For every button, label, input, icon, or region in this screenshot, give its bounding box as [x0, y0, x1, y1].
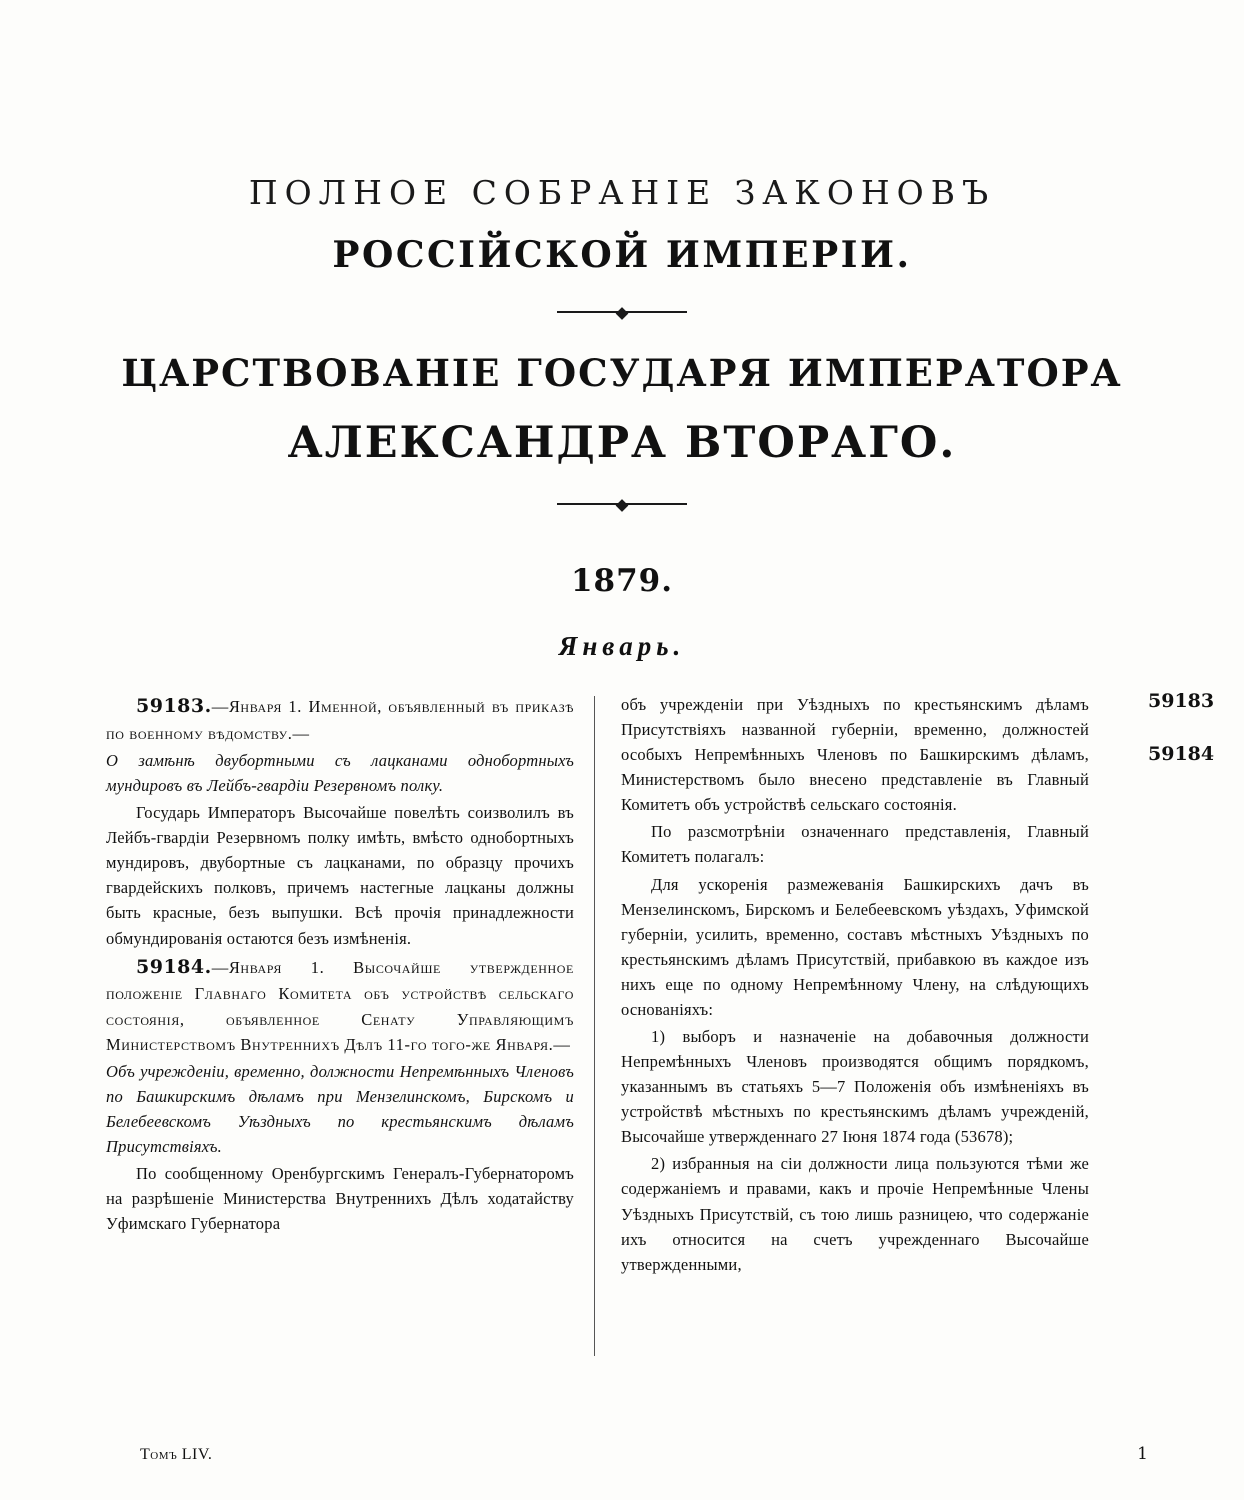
ornamental-divider-top — [557, 311, 687, 313]
right-paragraph-2: По разсмотрѣніи означеннаго представленія, Главный Комитетъ полагалъ: — [621, 822, 1089, 867]
right-list-item-2: 2) избранныя на сіи должности лица пользуются тѣми же содержаніемъ и правами, какъ и прочіе Непремѣнные Члены Уѣздныхъ Присутствій, съ тою лишь разницею, что содержаніе ихъ относится на счетъ учрежденнаго Высочайше утвержденными, — [621, 1154, 1089, 1274]
masthead — [0, 0, 1244, 662]
volume-label: Томъ LIV. — [140, 1446, 213, 1463]
right-continuation-paragraph: объ учрежденіи при Уѣздныхъ по крестьянскимъ дѣламъ Присутствіяхъ названной губерніи, временно, должностей особыхъ Непремѣнныхъ Членовъ по Башкирскимъ дѣламъ, Министерствомъ было внесено представленіе въ Главный Комитетъ объ устройствѣ сельскаго состоянія. — [621, 695, 1089, 815]
law-number-59183: 59183. — [136, 695, 212, 717]
ornamental-divider-bottom — [557, 503, 687, 505]
law-entry-59183-body: Государь Императоръ Высочайше повелѣть соизволилъ въ Лейбъ-гвардіи Резервномъ полку имѣть, вмѣсто однобортныхъ мундировъ, двубортные съ лацканами, по образцу прочихъ гвардейскихъ полковъ, причемъ настегные лацканы должны быть красные, безъ выпушки. Всѣ прочія принадлежности обмундированія остаются безъ измѣненія. — [106, 803, 574, 948]
year-heading: 1879. — [570, 563, 674, 599]
law-entry-59184-subject: Объ учрежденіи, временно, должности Непремѣнныхъ Членовъ по Башкирскимъ дѣламъ при Мензелинскомъ, Бирскомъ и Белебеевскомъ Уѣздныхъ по крестьянскимъ дѣламъ Присутствіяхъ. — [106, 1061, 574, 1156]
law-entry-59184-heading — [106, 953, 574, 1057]
law-entry-59183-subject: О замѣнѣ двубортными съ лацканами однобортныхъ мундировъ въ Лейбъ-гвардіи Резервномъ полку. — [106, 750, 574, 796]
margin-law-number-2: 59184 — [1148, 743, 1215, 765]
law-number-59184: 59184. — [136, 955, 212, 978]
margin-law-numbers — [1148, 692, 1240, 764]
law-entry-59183-head: —Января 1. Именной, объявленный въ приказѣ по военному вѣдомству.— — [106, 697, 574, 743]
page-footer — [0, 1444, 1244, 1464]
reign-heading-line2: АЛЕКСАНДРА ВТОРАГО. — [287, 418, 957, 468]
reign-heading-line1: ЦАРСТВОВАНІЕ ГОСУДАРЯ ИМПЕРАТОРА — [121, 351, 1123, 395]
margin-law-number-1: 59183 — [1148, 690, 1215, 712]
page-number: 1 — [1137, 1444, 1148, 1464]
law-entry-59184-body: По сообщенному Оренбургскимъ Генералъ-Губернаторомъ на разрѣшеніе Министерства Внутреннихъ Дѣлъ ходатайству Уфимскаго Губернатора — [106, 1164, 574, 1234]
column-left — [106, 692, 594, 1356]
body-columns — [0, 692, 1244, 1356]
right-list-item-1: 1) выборъ и назначеніе на добавочныя должности Непремѣнныхъ Членовъ производятся общимъ порядкомъ, указаннымъ въ статьяхъ 5—7 Положенія объ измѣненіяхъ въ устройствѣ мѣстныхъ по крестьянскимъ дѣламъ учрежденій, Высочайше утвержденнаго 27 Іюня 1874 года (53678); — [621, 1027, 1089, 1147]
month-heading: Январь. — [558, 631, 686, 661]
right-paragraph-3: Для ускоренія размежеванія Башкирскихъ дачъ въ Мензелинскомъ, Бирскомъ и Белебеевскомъ уѣздахъ, Уфимской губерніи, усилить, временно, составъ мѣстныхъ Уѣздныхъ по крестьянскимъ дѣламъ Присутствій, прибавкою въ каждое изъ нихъ еще по одному Непремѣнному Члену, на слѣдующихъ основаніяхъ: — [621, 874, 1089, 1019]
law-entry-59183-heading — [106, 692, 574, 746]
publication-title-line2: РОССІЙСКОЙ ИМПЕРІИ. — [332, 234, 912, 276]
publication-title-line1: ПОЛНОЕ СОБРАНІЕ ЗАКОНОВЪ — [248, 173, 996, 212]
law-entry-59184-head: —Января 1. Высочайше утвержденное положеніе Главнаго Комитета объ устройствѣ сельскаго состоянія, объявленное Сенату Управляющимъ Министерствомъ Внутреннихъ Дѣлъ 11-го того-же Января.— — [106, 957, 574, 1054]
column-right — [595, 692, 1089, 1356]
